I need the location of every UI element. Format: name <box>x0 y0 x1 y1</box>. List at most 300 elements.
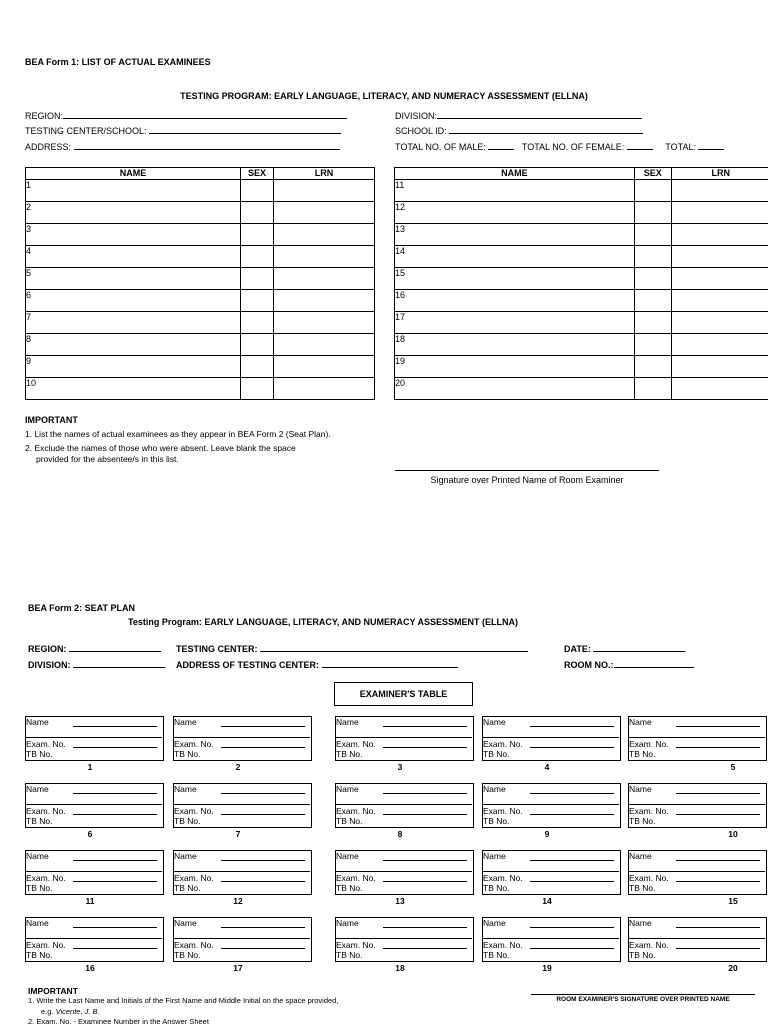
form2-date-field[interactable] <box>564 643 685 654</box>
seat-card[interactable] <box>173 783 312 827</box>
seat-card[interactable] <box>335 850 474 894</box>
seat-card[interactable] <box>335 783 474 827</box>
testing-center-label: TESTING CENTER: <box>176 644 258 654</box>
lrn-cell[interactable] <box>274 246 375 268</box>
seat-name-label: Name <box>483 918 506 928</box>
seat-tb-no-label: TB No. <box>336 883 362 893</box>
col-lrn: LRN <box>274 168 375 180</box>
seat-exam-no-line[interactable] <box>383 948 467 949</box>
seat-divider <box>482 938 619 939</box>
table-row <box>395 202 768 224</box>
seat-name-line[interactable] <box>383 860 467 861</box>
seat-number: 6 <box>25 829 155 839</box>
seat-divider <box>628 804 765 805</box>
seat-card[interactable] <box>25 716 164 760</box>
form1-testing-center-field[interactable] <box>25 125 341 136</box>
seat-tb-no-label: TB No. <box>336 816 362 826</box>
seat-exam-no-line[interactable] <box>383 747 467 748</box>
seat-exam-no-label: Exam. No. <box>336 806 376 816</box>
seat-divider <box>173 737 310 738</box>
seat-exam-no-line[interactable] <box>73 948 157 949</box>
form2-important-1-example <box>41 1007 100 1016</box>
sex-cell[interactable] <box>241 356 274 378</box>
sex-cell[interactable] <box>241 334 274 356</box>
lrn-cell[interactable] <box>671 180 768 202</box>
testing-center-label: TESTING CENTER/SCHOOL: <box>25 126 147 136</box>
seat-exam-no-line[interactable] <box>383 814 467 815</box>
seat-number: 3 <box>335 762 465 772</box>
sex-cell[interactable] <box>241 312 274 334</box>
seat-exam-no-label: Exam. No. <box>629 739 669 749</box>
seat-exam-no-label: Exam. No. <box>26 873 66 883</box>
table-row <box>395 224 768 246</box>
seat-name-label: Name <box>629 784 652 794</box>
sex-cell[interactable] <box>634 180 671 202</box>
testing-center-line <box>149 125 341 134</box>
seat-number: 8 <box>335 829 465 839</box>
seat-divider <box>628 871 765 872</box>
division-label: DIVISION: <box>28 660 71 670</box>
seat-number: 13 <box>335 896 465 906</box>
seat-number: 12 <box>173 896 303 906</box>
address-label: ADDRESS OF TESTING CENTER: <box>176 660 319 670</box>
form2-important-1: 1. Write the Last Name and Initials of the First Name and Middle Initial on the space provided, <box>28 996 338 1005</box>
region-line <box>63 110 347 119</box>
seat-card[interactable] <box>173 716 312 760</box>
table-row <box>395 356 768 378</box>
seat-exam-no-label: Exam. No. <box>629 873 669 883</box>
seat-divider <box>25 871 162 872</box>
seat-tb-no-label: TB No. <box>174 749 200 759</box>
table-row <box>26 246 375 268</box>
seat-number: 18 <box>335 963 465 973</box>
seat-name-label: Name <box>336 851 359 861</box>
testing-center-line <box>260 643 528 652</box>
seat-divider <box>335 804 472 805</box>
division-label: DIVISION: <box>395 111 437 121</box>
form2-important-heading: IMPORTANT <box>28 986 78 996</box>
row-number-name-cell[interactable]: 13 <box>395 224 635 246</box>
seat-name-line[interactable] <box>676 793 760 794</box>
row-number-name-cell[interactable]: 11 <box>395 180 635 202</box>
form1-signature-caption: Signature over Printed Name of Room Examiner <box>395 475 659 485</box>
table-row <box>395 312 768 334</box>
total-female-label: TOTAL NO. OF FEMALE: <box>522 142 624 152</box>
sex-cell[interactable] <box>634 334 671 356</box>
seat-tb-no-label: TB No. <box>174 816 200 826</box>
seat-card[interactable] <box>628 783 767 827</box>
seat-name-line[interactable] <box>383 793 467 794</box>
seat-divider <box>628 737 765 738</box>
form2-signature-caption: ROOM EXAMINER'S SIGNATURE OVER PRINTED NAME <box>531 996 755 1003</box>
seat-name-line[interactable] <box>676 927 760 928</box>
example-value: Vicente, J. B. <box>56 1007 100 1016</box>
seat-card[interactable] <box>335 917 474 961</box>
form1-important-heading: IMPORTANT <box>25 415 78 425</box>
seat-exam-no-line[interactable] <box>221 747 305 748</box>
seat-card[interactable] <box>482 783 621 827</box>
seat-name-line[interactable] <box>676 726 760 727</box>
table-row <box>26 334 375 356</box>
sex-cell[interactable] <box>241 180 274 202</box>
seat-exam-no-line[interactable] <box>73 814 157 815</box>
sex-cell[interactable] <box>634 246 671 268</box>
table-row <box>26 356 375 378</box>
seat-exam-no-label: Exam. No. <box>483 873 523 883</box>
seat-tb-no-label: TB No. <box>629 883 655 893</box>
col-sex: SEX <box>634 168 671 180</box>
table-row <box>395 378 768 400</box>
col-lrn: LRN <box>671 168 768 180</box>
form2-important-2: 2. Exam. No. - Examinee Number in the Answer Sheet <box>28 1017 209 1026</box>
seat-number: 10 <box>668 829 768 839</box>
seat-exam-no-label: Exam. No. <box>629 806 669 816</box>
lrn-cell[interactable] <box>671 246 768 268</box>
row-number-name-cell[interactable]: 15 <box>395 268 635 290</box>
lrn-cell[interactable] <box>274 290 375 312</box>
date-line <box>593 643 685 652</box>
lrn-cell[interactable] <box>274 312 375 334</box>
seat-number: 20 <box>668 963 768 973</box>
sex-cell[interactable] <box>241 224 274 246</box>
form1-address-field[interactable] <box>25 141 340 152</box>
total-male-label: TOTAL NO. OF MALE: <box>395 142 486 152</box>
form1-division-field[interactable] <box>395 110 642 121</box>
seat-name-line[interactable] <box>221 927 305 928</box>
table-row <box>395 268 768 290</box>
seat-divider <box>335 938 472 939</box>
seat-number: 4 <box>482 762 612 772</box>
address-line <box>74 141 340 150</box>
form1-important-2b: provided for the absentee/s in this list. <box>36 454 179 464</box>
seat-name-label: Name <box>26 851 49 861</box>
sex-cell[interactable] <box>241 268 274 290</box>
col-name: NAME <box>395 168 635 180</box>
sex-cell[interactable] <box>241 202 274 224</box>
lrn-cell[interactable] <box>274 356 375 378</box>
seat-exam-no-label: Exam. No. <box>483 806 523 816</box>
seat-tb-no-label: TB No. <box>483 950 509 960</box>
seat-name-line[interactable] <box>383 927 467 928</box>
seat-name-line[interactable] <box>676 860 760 861</box>
seat-card[interactable] <box>173 850 312 894</box>
row-number-name-cell[interactable]: 7 <box>26 312 241 334</box>
seat-tb-no-label: TB No. <box>629 816 655 826</box>
form1-important-1: 1. List the names of actual examinees as they appear in BEA Form 2 (Seat Plan). <box>25 429 331 439</box>
seat-name-label: Name <box>629 717 652 727</box>
seat-exam-no-line[interactable] <box>221 948 305 949</box>
seat-divider <box>173 938 310 939</box>
seat-name-line[interactable] <box>530 726 614 727</box>
seat-name-label: Name <box>629 851 652 861</box>
sex-cell[interactable] <box>241 290 274 312</box>
lrn-cell[interactable] <box>671 356 768 378</box>
form2-signature-line[interactable] <box>531 994 755 995</box>
seat-name-label: Name <box>174 851 197 861</box>
sex-cell[interactable] <box>634 312 671 334</box>
form1-important-2a: 2. Exclude the names of those who were absent. Leave blank the space <box>25 443 296 453</box>
sex-cell[interactable] <box>634 268 671 290</box>
seat-exam-no-line[interactable] <box>676 948 760 949</box>
seat-tb-no-label: TB No. <box>174 950 200 960</box>
seat-tb-no-label: TB No. <box>483 816 509 826</box>
seat-exam-no-label: Exam. No. <box>174 806 214 816</box>
table-row <box>395 180 768 202</box>
seat-exam-no-line[interactable] <box>73 881 157 882</box>
form1-totals-row <box>395 141 724 152</box>
lrn-cell[interactable] <box>671 202 768 224</box>
seat-tb-no-label: TB No. <box>26 816 52 826</box>
division-line <box>73 659 165 668</box>
lrn-cell[interactable] <box>274 180 375 202</box>
seat-tb-no-label: TB No. <box>336 950 362 960</box>
seat-name-line[interactable] <box>73 726 157 727</box>
seat-tb-no-label: TB No. <box>483 883 509 893</box>
form1-signature-line[interactable] <box>395 470 659 471</box>
form1-school-id-field[interactable] <box>395 125 643 136</box>
seat-card[interactable] <box>628 850 767 894</box>
seat-number: 1 <box>25 762 155 772</box>
seat-name-label: Name <box>483 717 506 727</box>
seat-name-line[interactable] <box>530 927 614 928</box>
school-id-line <box>449 125 643 134</box>
seat-tb-no-label: TB No. <box>629 950 655 960</box>
seat-name-label: Name <box>629 918 652 928</box>
seat-divider <box>482 737 619 738</box>
examiners-table-box: EXAMINER'S TABLE <box>334 682 473 706</box>
region-line <box>69 643 161 652</box>
total-line[interactable] <box>698 141 724 150</box>
seat-divider <box>482 804 619 805</box>
school-id-label: SCHOOL ID: <box>395 126 447 136</box>
lrn-cell[interactable] <box>274 378 375 400</box>
form1-title: BEA Form 1: LIST OF ACTUAL EXAMINEES <box>25 57 211 67</box>
seat-divider <box>25 737 162 738</box>
seat-exam-no-line[interactable] <box>221 881 305 882</box>
seat-exam-no-line[interactable] <box>676 814 760 815</box>
row-number-name-cell[interactable]: 14 <box>395 246 635 268</box>
seat-card[interactable] <box>25 850 164 894</box>
seat-tb-no-label: TB No. <box>26 749 52 759</box>
seat-exam-no-label: Exam. No. <box>26 806 66 816</box>
form1-region-field[interactable] <box>25 110 347 121</box>
sex-cell[interactable] <box>634 224 671 246</box>
seat-divider <box>173 804 310 805</box>
row-number-name-cell[interactable]: 9 <box>26 356 241 378</box>
seat-number: 15 <box>668 896 768 906</box>
seat-name-line[interactable] <box>73 793 157 794</box>
seat-exam-no-label: Exam. No. <box>483 940 523 950</box>
seat-exam-no-label: Exam. No. <box>26 739 66 749</box>
seat-name-label: Name <box>174 784 197 794</box>
row-number-name-cell[interactable]: 19 <box>395 356 635 378</box>
seat-exam-no-line[interactable] <box>530 814 614 815</box>
seat-name-line[interactable] <box>221 793 305 794</box>
lrn-cell[interactable] <box>274 202 375 224</box>
seat-number: 14 <box>482 896 612 906</box>
row-number-name-cell[interactable]: 12 <box>395 202 635 224</box>
table-row <box>395 290 768 312</box>
sex-cell[interactable] <box>241 378 274 400</box>
seat-exam-no-line[interactable] <box>676 881 760 882</box>
seat-number: 5 <box>668 762 768 772</box>
seat-name-line[interactable] <box>221 726 305 727</box>
division-line <box>437 110 642 119</box>
col-name: NAME <box>26 168 241 180</box>
seat-name-label: Name <box>174 717 197 727</box>
table-row <box>26 378 375 400</box>
seat-exam-no-line[interactable] <box>530 747 614 748</box>
seat-exam-no-label: Exam. No. <box>629 940 669 950</box>
row-number-name-cell[interactable]: 18 <box>395 334 635 356</box>
examinee-table-left <box>25 167 375 400</box>
seat-exam-no-line[interactable] <box>383 881 467 882</box>
seat-exam-no-label: Exam. No. <box>336 739 376 749</box>
total-female-line[interactable] <box>627 141 653 150</box>
seat-number: 19 <box>482 963 612 973</box>
seat-name-label: Name <box>483 784 506 794</box>
row-number-name-cell[interactable]: 1 <box>26 180 241 202</box>
lrn-cell[interactable] <box>671 268 768 290</box>
lrn-cell[interactable] <box>671 312 768 334</box>
row-number-name-cell[interactable]: 6 <box>26 290 241 312</box>
lrn-cell[interactable] <box>671 378 768 400</box>
seat-exam-no-line[interactable] <box>221 814 305 815</box>
seat-name-label: Name <box>336 918 359 928</box>
lrn-cell[interactable] <box>274 334 375 356</box>
seat-tb-no-label: TB No. <box>174 883 200 893</box>
seat-card[interactable] <box>628 716 767 760</box>
form2-testing-center-field[interactable] <box>176 643 528 654</box>
seat-divider <box>25 938 162 939</box>
room-no-line <box>614 659 694 668</box>
seat-number: 11 <box>25 896 155 906</box>
row-number-name-cell[interactable]: 5 <box>26 268 241 290</box>
col-sex: SEX <box>241 168 274 180</box>
seat-name-label: Name <box>336 717 359 727</box>
seat-exam-no-label: Exam. No. <box>174 873 214 883</box>
table-row <box>395 334 768 356</box>
total-label: TOTAL: <box>665 142 696 152</box>
seat-divider <box>335 871 472 872</box>
lrn-cell[interactable] <box>671 224 768 246</box>
table-row <box>395 246 768 268</box>
seat-exam-no-line[interactable] <box>530 881 614 882</box>
seat-divider <box>482 871 619 872</box>
table-row <box>26 202 375 224</box>
region-label: REGION: <box>28 644 67 654</box>
seat-name-label: Name <box>26 918 49 928</box>
seat-name-label: Name <box>174 918 197 928</box>
seat-exam-no-label: Exam. No. <box>336 873 376 883</box>
seat-exam-no-label: Exam. No. <box>174 739 214 749</box>
table-row <box>26 290 375 312</box>
example-prefix: e.g. <box>41 1007 56 1016</box>
seat-exam-no-line[interactable] <box>530 948 614 949</box>
seat-name-label: Name <box>336 784 359 794</box>
seat-name-label: Name <box>26 784 49 794</box>
form2-room-no-field[interactable] <box>564 659 694 670</box>
seat-tb-no-label: TB No. <box>26 883 52 893</box>
region-label: REGION: <box>25 111 63 121</box>
row-number-name-cell[interactable]: 16 <box>395 290 635 312</box>
seat-tb-no-label: TB No. <box>483 749 509 759</box>
seat-name-line[interactable] <box>383 726 467 727</box>
table-row <box>26 180 375 202</box>
sex-cell[interactable] <box>634 356 671 378</box>
row-number-name-cell[interactable]: 20 <box>395 378 635 400</box>
seat-card[interactable] <box>482 716 621 760</box>
seat-exam-no-label: Exam. No. <box>336 940 376 950</box>
seat-card[interactable] <box>482 917 621 961</box>
form2-division-field[interactable] <box>28 659 165 670</box>
form2-region-field[interactable] <box>28 643 161 654</box>
seat-tb-no-label: TB No. <box>336 749 362 759</box>
seat-divider <box>173 871 310 872</box>
seat-name-label: Name <box>483 851 506 861</box>
seat-tb-no-label: TB No. <box>26 950 52 960</box>
row-number-name-cell[interactable]: 10 <box>26 378 241 400</box>
seat-name-label: Name <box>26 717 49 727</box>
table-row <box>26 224 375 246</box>
room-no-label: ROOM NO.: <box>564 660 614 670</box>
row-number-name-cell[interactable]: 17 <box>395 312 635 334</box>
row-number-name-cell[interactable]: 4 <box>26 246 241 268</box>
seat-card[interactable] <box>173 917 312 961</box>
seat-card[interactable] <box>335 716 474 760</box>
seat-exam-no-label: Exam. No. <box>26 940 66 950</box>
seat-exam-no-label: Exam. No. <box>174 940 214 950</box>
seat-exam-no-line[interactable] <box>73 747 157 748</box>
seat-divider <box>335 737 472 738</box>
seat-exam-no-label: Exam. No. <box>483 739 523 749</box>
address-label: ADDRESS: <box>25 142 71 152</box>
seat-exam-no-line[interactable] <box>676 747 760 748</box>
examinee-table-right <box>394 167 768 400</box>
sex-cell[interactable] <box>634 290 671 312</box>
seat-card[interactable] <box>25 917 164 961</box>
seat-card[interactable] <box>25 783 164 827</box>
seat-name-line[interactable] <box>73 927 157 928</box>
seat-card[interactable] <box>482 850 621 894</box>
seat-name-line[interactable] <box>73 860 157 861</box>
seat-name-line[interactable] <box>530 793 614 794</box>
sex-cell[interactable] <box>634 202 671 224</box>
sex-cell[interactable] <box>634 378 671 400</box>
form2-program: Testing Program: EARLY LANGUAGE, LITERACY, AND NUMERACY ASSESSMENT (ELLNA) <box>128 617 518 627</box>
date-label: DATE: <box>564 644 591 654</box>
seat-name-line[interactable] <box>530 860 614 861</box>
table-row <box>26 268 375 290</box>
form2-title: BEA Form 2: SEAT PLAN <box>28 603 135 613</box>
seat-number: 17 <box>173 963 303 973</box>
row-number-name-cell[interactable]: 3 <box>26 224 241 246</box>
sex-cell[interactable] <box>241 246 274 268</box>
form2-address-field[interactable] <box>176 659 458 670</box>
total-male-line[interactable] <box>488 141 514 150</box>
seat-number: 16 <box>25 963 155 973</box>
row-number-name-cell[interactable]: 8 <box>26 334 241 356</box>
lrn-cell[interactable] <box>671 290 768 312</box>
seat-divider <box>25 804 162 805</box>
seat-name-line[interactable] <box>221 860 305 861</box>
lrn-cell[interactable] <box>274 268 375 290</box>
address-line <box>322 659 458 668</box>
seat-card[interactable] <box>628 917 767 961</box>
lrn-cell[interactable] <box>274 224 375 246</box>
row-number-name-cell[interactable]: 2 <box>26 202 241 224</box>
lrn-cell[interactable] <box>671 334 768 356</box>
